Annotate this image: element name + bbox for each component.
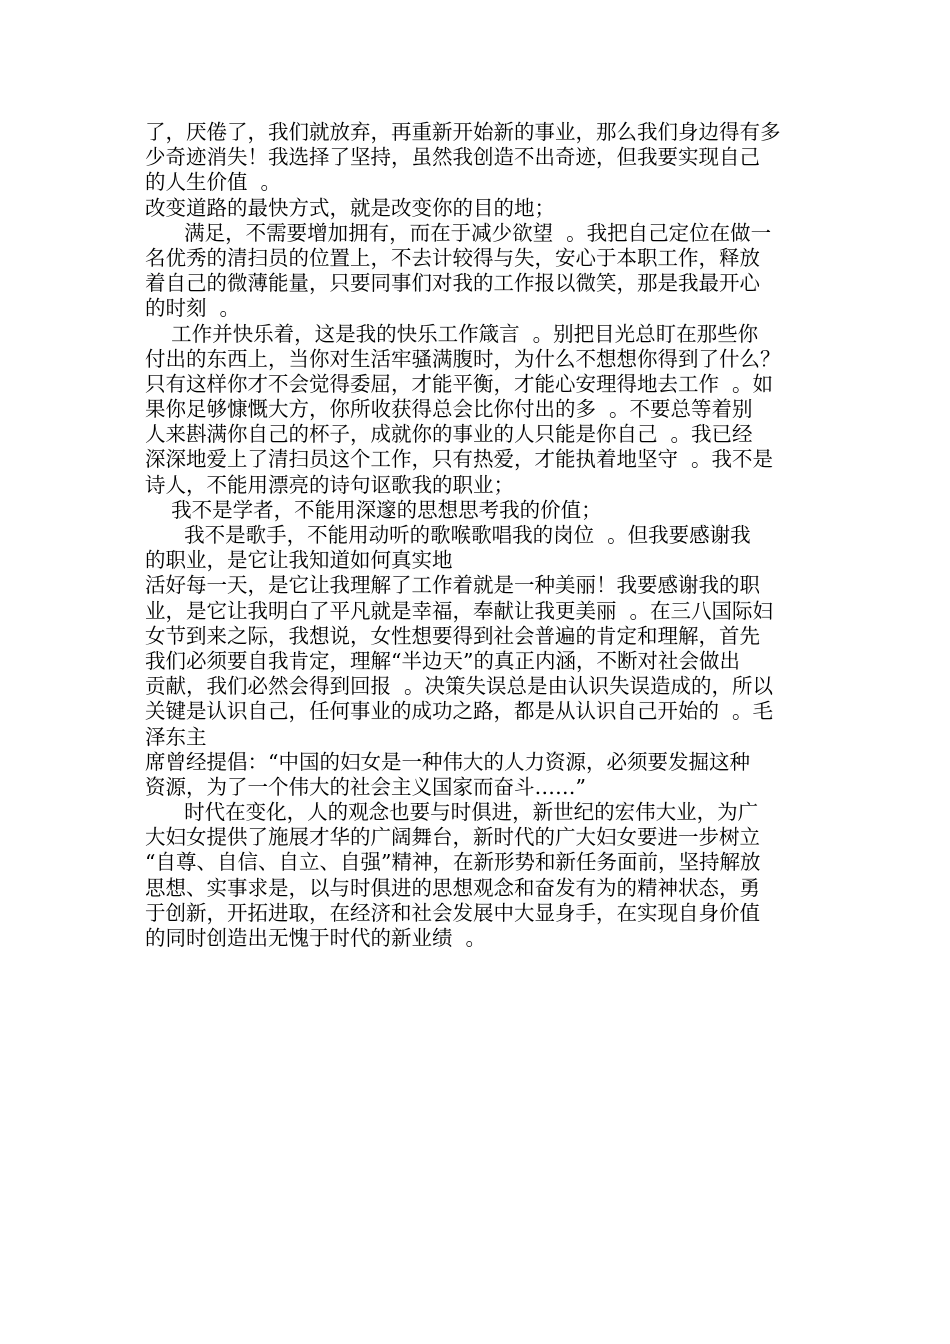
text-line: 资源，为了一个伟大的社会主义国家而奋斗……” — [145, 774, 586, 799]
text-line: 诗人，不能用漂亮的诗句讴歌我的职业； — [145, 472, 514, 497]
text-line: 席曾经提倡：“中国的妇女是一种伟大的人力资源，必须要发掘这种 — [145, 749, 750, 774]
text-line: 人来斟满你自己的杯子，成就你的事业的人只能是你自己 。我已经 — [145, 422, 753, 447]
text-line: 时代在变化，人的观念也要与时俱进，新世纪的宏伟大业，为广 — [145, 800, 759, 825]
text-line: 我不是学者，不能用深邃的思想思考我的价值； — [145, 497, 602, 522]
text-line: 付出的东西上，当你对生活牢骚满腹时，为什么不想想你得到了什么？ — [145, 346, 781, 371]
text-line: 满足，不需要增加拥有，而在于减少欲望 。我把自己定位在做一 — [145, 220, 772, 245]
text-line: 业，是它让我明白了平凡就是幸福，奉献让我更美丽 。在三八国际妇 — [145, 598, 774, 623]
text-line: 着自己的微薄能量，只要同事们对我的工作报以微笑，那是我最开心 — [145, 271, 760, 296]
body-text — [145, 120, 810, 951]
text-line: 改变道路的最快方式，就是改变你的目的地； — [145, 195, 555, 220]
text-line: “自尊、自信、自立、自强”精神，在新形势和新任务面前，坚持解放 — [145, 850, 761, 875]
text-line: 果你足够慷慨大方，你所收获得总会比你付出的多 。不要总等着别 — [145, 397, 753, 422]
text-line: 大妇女提供了施展才华的广阔舞台，新时代的广大妇女要进一步树立 — [145, 825, 760, 850]
text-line: 了，厌倦了，我们就放弃，再重新开始新的事业，那么我们身边得有多 — [145, 120, 781, 144]
text-line: 活好每一天，是它让我理解了工作着就是一种美丽！我要感谢我的职 — [145, 573, 760, 598]
text-line: 的同时创造出无愧于时代的新业绩 。 — [145, 926, 487, 950]
text-line: 名优秀的清扫员的位置上，不去计较得与失，安心于本职工作，释放 — [145, 245, 760, 270]
text-line: 女节到来之际，我想说，女性想要得到社会普遍的肯定和理解，首先 — [145, 623, 760, 648]
text-line: 的人生价值 。 — [145, 170, 282, 195]
text-line: 关键是认识自己，任何事业的成功之路，都是从认识自己开始的 。毛 — [145, 699, 774, 724]
text-line: 思想、实事求是，以与时俱进的思想观念和奋发有为的精神状态，勇 — [145, 875, 760, 900]
text-line: 少奇迹消失！我选择了坚持，虽然我创造不出奇迹，但我要实现自己 — [145, 145, 760, 170]
text-line: 我不是歌手，不能用动听的歌喉歌唱我的岗位 。但我要感谢我 — [145, 523, 751, 547]
text-line: 我们必须要自我肯定，理解“半边天”的真正内涵，不断对社会做出 — [145, 648, 740, 673]
text-line: 的时刻 。 — [145, 296, 241, 321]
text-line: 深深地爱上了清扫员这个工作，只有热爱，才能执着地坚守 。我不是 — [145, 447, 774, 472]
text-line: 贡献，我们必然会得到回报 。决策失误总是由认识失误造成的，所以 — [145, 674, 774, 699]
text-line: 于创新，开拓进取，在经济和社会发展中大显身手，在实现自身价值 — [145, 900, 760, 925]
text-line: 工作并快乐着，这是我的快乐工作箴言 。别把目光总盯在那些你 — [145, 321, 759, 346]
text-line: 泽东主 — [145, 724, 207, 749]
text-line: 的职业，是它让我知道如何真实地 — [145, 548, 453, 573]
text-line: 只有这样你才不会觉得委屈，才能平衡，才能心安理得地去工作 。如 — [145, 371, 774, 396]
